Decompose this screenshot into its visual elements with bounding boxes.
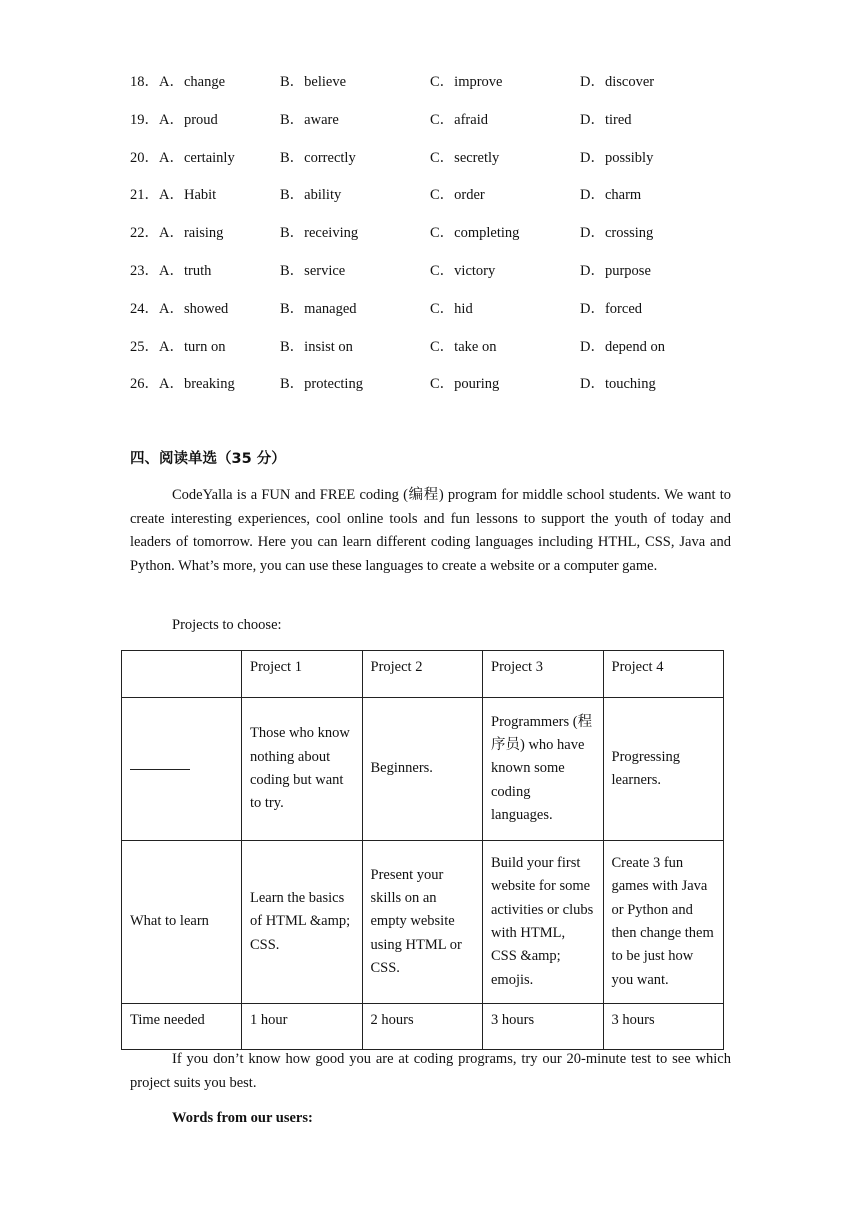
table-cell: Those who know nothing about coding but want to try. (242, 698, 363, 841)
header-cell: Project 4 (603, 651, 724, 698)
projects-label: Projects to choose: (172, 617, 282, 633)
header-cell (122, 651, 242, 698)
option-row (130, 108, 730, 146)
option-d: D．tired (580, 111, 632, 128)
table-row-time (122, 1004, 724, 1050)
table-cell: Create 3 fun games with Java or Python and then change them to be just how you want. (603, 841, 724, 1004)
row-label: Time needed (122, 1004, 242, 1050)
option-b: B．protecting (280, 376, 363, 393)
option-d: D．purpose (580, 262, 651, 279)
option-d: D．discover (580, 74, 655, 90)
option-b: B．managed (280, 300, 357, 317)
option-a (130, 372, 235, 396)
option-row (130, 183, 730, 221)
table-cell: 2 hours (362, 1004, 483, 1050)
option-c: C．pouring (430, 376, 500, 393)
question-number: 20． (130, 149, 159, 166)
option-text: A．turn on (159, 338, 226, 355)
table-cell: Build your first website for some activities or clubs with HTML, CSS &amp; emojis. (483, 841, 604, 1004)
option-b: B．believe (280, 74, 347, 90)
question-number: 24． (130, 300, 159, 317)
option-row (130, 297, 730, 335)
section-title: 四、阅读单选（35 分） (130, 451, 286, 467)
option-row (130, 335, 730, 373)
option-b: B．aware (280, 111, 339, 128)
table-cell: Progressing learners. (603, 698, 724, 841)
question-number: 18． (130, 74, 159, 90)
header-cell: Project 1 (242, 651, 363, 698)
option-c: C．secretly (430, 149, 500, 166)
option-d: D．crossing (580, 225, 654, 242)
table-cell: 1 hour (242, 1004, 363, 1050)
option-text: A．raising (159, 225, 224, 242)
header-cell: Project 3 (483, 651, 604, 698)
question-number: 25． (130, 338, 159, 355)
projects-table (121, 650, 724, 1050)
option-b: B．receiving (280, 225, 359, 242)
option-text: A．truth (159, 262, 212, 279)
question-number: 26． (130, 376, 159, 393)
question-number: 23． (130, 262, 159, 279)
option-c: C．victory (430, 262, 496, 279)
option-text: A．proud (159, 111, 218, 128)
option-a (130, 297, 228, 321)
option-text: A．change (159, 74, 226, 90)
option-c: C．hid (430, 300, 473, 317)
option-c: C．improve (430, 74, 503, 90)
option-row (130, 70, 730, 108)
table-cell: 3 hours (603, 1004, 724, 1050)
option-d: D．possibly (580, 149, 654, 166)
option-b: B．ability (280, 187, 342, 204)
after-table-paragraph: If you don’t know how good you are at coding programs, try our 20-minute test to see which project suits you best. (130, 1051, 731, 1091)
blank-cell (122, 698, 242, 841)
option-row (130, 146, 730, 184)
option-a (130, 108, 218, 132)
option-a (130, 183, 216, 207)
option-a (130, 70, 225, 94)
option-c: C．take on (430, 338, 497, 355)
option-row (130, 221, 730, 259)
option-a (130, 221, 223, 245)
option-c: C．completing (430, 225, 520, 242)
option-c: C．order (430, 187, 485, 204)
option-text: A．showed (159, 300, 229, 317)
table-cell: Programmers (程序员) who have known some coding languages. (483, 698, 604, 841)
options-list (130, 70, 730, 410)
words-title: Words from our users: (172, 1110, 313, 1126)
table-row-who (122, 698, 724, 841)
option-text: A．certainly (159, 149, 235, 166)
option-text: A．Habit (159, 187, 217, 204)
option-b: B．service (280, 262, 346, 279)
option-d: D．depend on (580, 338, 665, 355)
option-a (130, 259, 211, 283)
table-cell: Beginners. (362, 698, 483, 841)
option-d: D．touching (580, 376, 656, 393)
table-row-what (122, 841, 724, 1004)
table-cell: Present your skills on an empty website using HTML or CSS. (362, 841, 483, 1004)
table-header-row (122, 651, 724, 698)
table-cell: 3 hours (483, 1004, 604, 1050)
option-b: B．insist on (280, 338, 353, 355)
option-row (130, 372, 730, 410)
option-a (130, 146, 235, 170)
question-number: 22． (130, 225, 159, 242)
row-label: What to learn (122, 841, 242, 1004)
question-number: 21． (130, 187, 159, 204)
header-cell: Project 2 (362, 651, 483, 698)
option-text: A．breaking (159, 376, 235, 393)
option-row (130, 259, 730, 297)
table-cell: Learn the basics of HTML &amp; CSS. (242, 841, 363, 1004)
question-number: 19． (130, 111, 159, 128)
answer-blank (130, 769, 190, 770)
intro-paragraph: CodeYalla is a FUN and FREE coding (编程) program for middle school students. We want to create interesting experiences, cool online tools and fun lessons to support the youth of today and leaders of tomorrow. Here you can learn different coding languages including HTHL, CSS, Java and Python. What’s more, you can use these languages to create a website or a computer game. (130, 487, 731, 574)
option-d: D．charm (580, 187, 642, 204)
option-c: C．afraid (430, 111, 488, 128)
option-b: B．correctly (280, 149, 356, 166)
option-a (130, 335, 225, 359)
option-d: D．forced (580, 300, 643, 317)
